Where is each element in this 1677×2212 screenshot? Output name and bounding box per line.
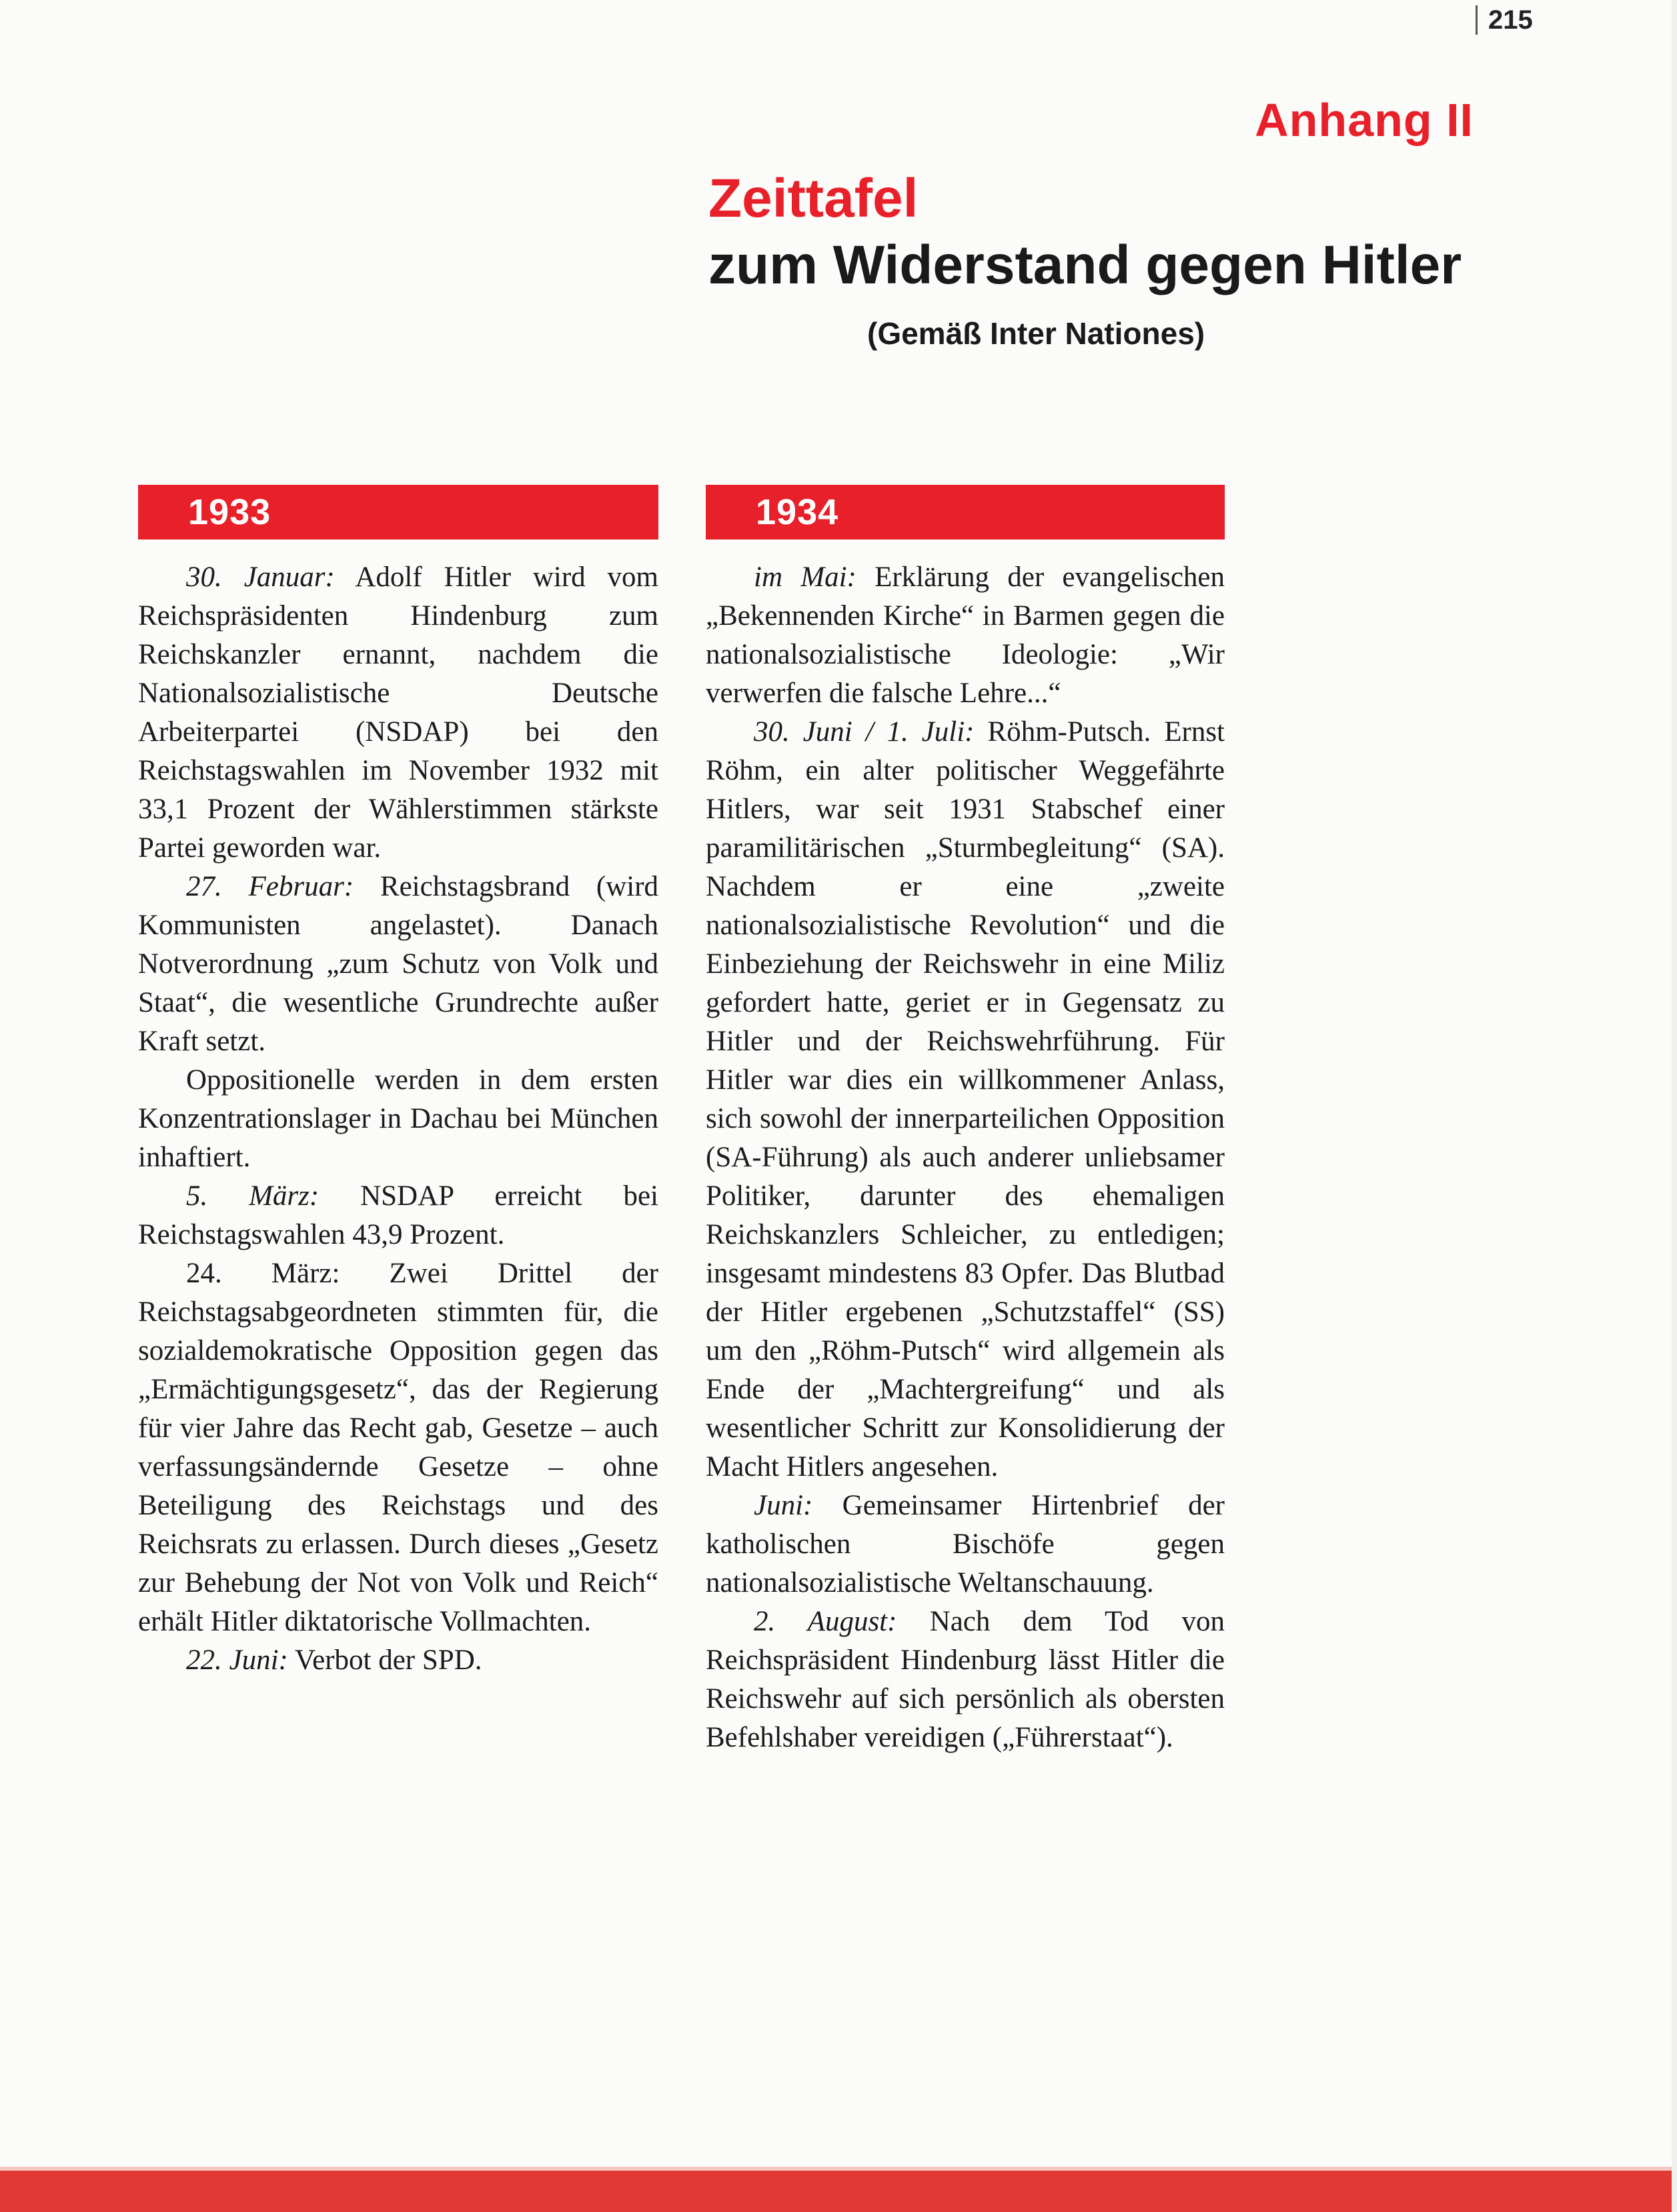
entry-text: 24. März: Zwei Drittel der Reichstagsabgeordneten stimmten für, die sozialdemokratische Opposition gegen das „Ermächtigungsgesetz“, das der Regierung für vier Jahre das Recht gab, Gesetze – auch verfassungsändernde Gesetze – ohne Beteiligung des Reichstags und des Reichsrats zu erlassen. Durch dieses „Gesetz zur Behebung der Not von Volk und Reich“ erhält Hitler diktatorische Vollmachten.: [138, 1258, 658, 1637]
timeline-column-1933: [138, 485, 658, 1680]
entry-text: Oppositionelle werden in dem ersten Konzentrationslager in Dachau bei München inhaftiert.: [138, 1064, 658, 1173]
timeline-entry: [138, 1061, 658, 1177]
entry-text: Adolf Hitler wird vom Reichspräsidenten Hindenburg zum Reichskanzler ernannt, nachdem die Nationalsozialistische Deutsche Arbeiterpartei (NSDAP) bei den Reichstagswahlen im November 1932 mit 33,1 Prozent der Wählerstimmen stärkste Partei geworden war.: [138, 562, 658, 864]
timeline-entry: [706, 1486, 1225, 1602]
entry-date: 2. August:: [754, 1606, 897, 1637]
timeline-entry: [138, 868, 658, 1061]
entry-text: Röhm-Putsch. Ernst Röhm, ein alter politischer Weggefährte Hitlers, war seit 1931 Stabschef einer paramilitärischen „Sturmbegleitung“ (SA). Nachdem er eine „zweite nationalsozialistische Revolution“ und die Einbeziehung der Reichswehr in eine Miliz gefordert hatte, geriet er in Gegensatz zu Hitler und der Reichswehrführung. Für Hitler war dies ein willkommener Anlass, sich sowohl der innerparteilichen Opposition (SA-Führung) als auch anderer unliebsamer Politiker, darunter des ehemaligen Reichskanzlers Schleicher, zu entledigen; insgesamt mindestens 83 Opfer. Das Blutbad der Hitler ergebenen „Schutzstaffel“ (SS) um den „Röhm-Putsch“ wird allgemein als Ende der „Machtergreifung“ und als wesentlicher Schritt zur Konsolidierung der Macht Hitlers angesehen.: [706, 716, 1225, 1482]
timeline-entry: [138, 1641, 658, 1680]
timeline-entry: [138, 558, 658, 868]
entry-text: Nach dem Tod von Reichspräsident Hindenburg lässt Hitler die Reichswehr auf sich persönlich als obersten Befehlshaber vereidigen („Führerstaat“).: [706, 1606, 1225, 1753]
entry-list: [706, 558, 1225, 1757]
timeline-entry: [706, 713, 1225, 1486]
entry-text: Reichstagsbrand (wird Kommunisten angelastet). Danach Notverordnung „zum Schutz von Volk und Staat“, die wesentliche Grundrechte außer Kraft setzt.: [138, 871, 659, 1057]
entry-text: Gemeinsamer Hirtenbrief der katholischen Bischöfe gegen nationalsozialistische Weltanschauung.: [706, 1490, 1225, 1598]
entry-text: NSDAP erreicht bei Reichstagswahlen 43,9 Prozent.: [138, 1180, 658, 1250]
entry-text: Erklärung der evangelischen „Bekennenden Kirche“ in Barmen gegen die nationalsozialistische Ideologie: „Wir verwerfen die falsche Lehre...“: [706, 562, 1225, 709]
entry-text: Verbot der SPD.: [288, 1644, 482, 1676]
entry-date: 5. März:: [186, 1180, 320, 1212]
source-note: (Gemäß Inter Nationes): [867, 316, 1205, 351]
page-edge: [1672, 0, 1677, 2212]
year-heading: 1933: [138, 485, 658, 539]
bottom-band: [0, 2171, 1677, 2212]
entry-date: Juni:: [754, 1490, 813, 1521]
timeline-entry: [706, 1602, 1225, 1757]
entry-date: im Mai:: [754, 562, 857, 593]
timeline-entry: [138, 1177, 658, 1254]
timeline-entry: [706, 558, 1225, 713]
entry-date: 30. Juni / 1. Juli:: [754, 716, 975, 748]
year-heading: 1934: [706, 485, 1225, 539]
page-title: Zeittafel: [708, 168, 919, 229]
timeline-column-1934: [706, 485, 1225, 1757]
page-number: 215: [1476, 5, 1533, 35]
appendix-label: Anhang II: [1255, 94, 1474, 146]
timeline-entry: [138, 1254, 658, 1641]
entry-list: [138, 558, 658, 1680]
entry-date: 27. Februar:: [186, 871, 354, 902]
page-subtitle: zum Widerstand gegen Hitler: [708, 235, 1462, 295]
entry-date: 22. Juni:: [186, 1644, 288, 1676]
entry-date: 30. Januar:: [186, 562, 335, 593]
